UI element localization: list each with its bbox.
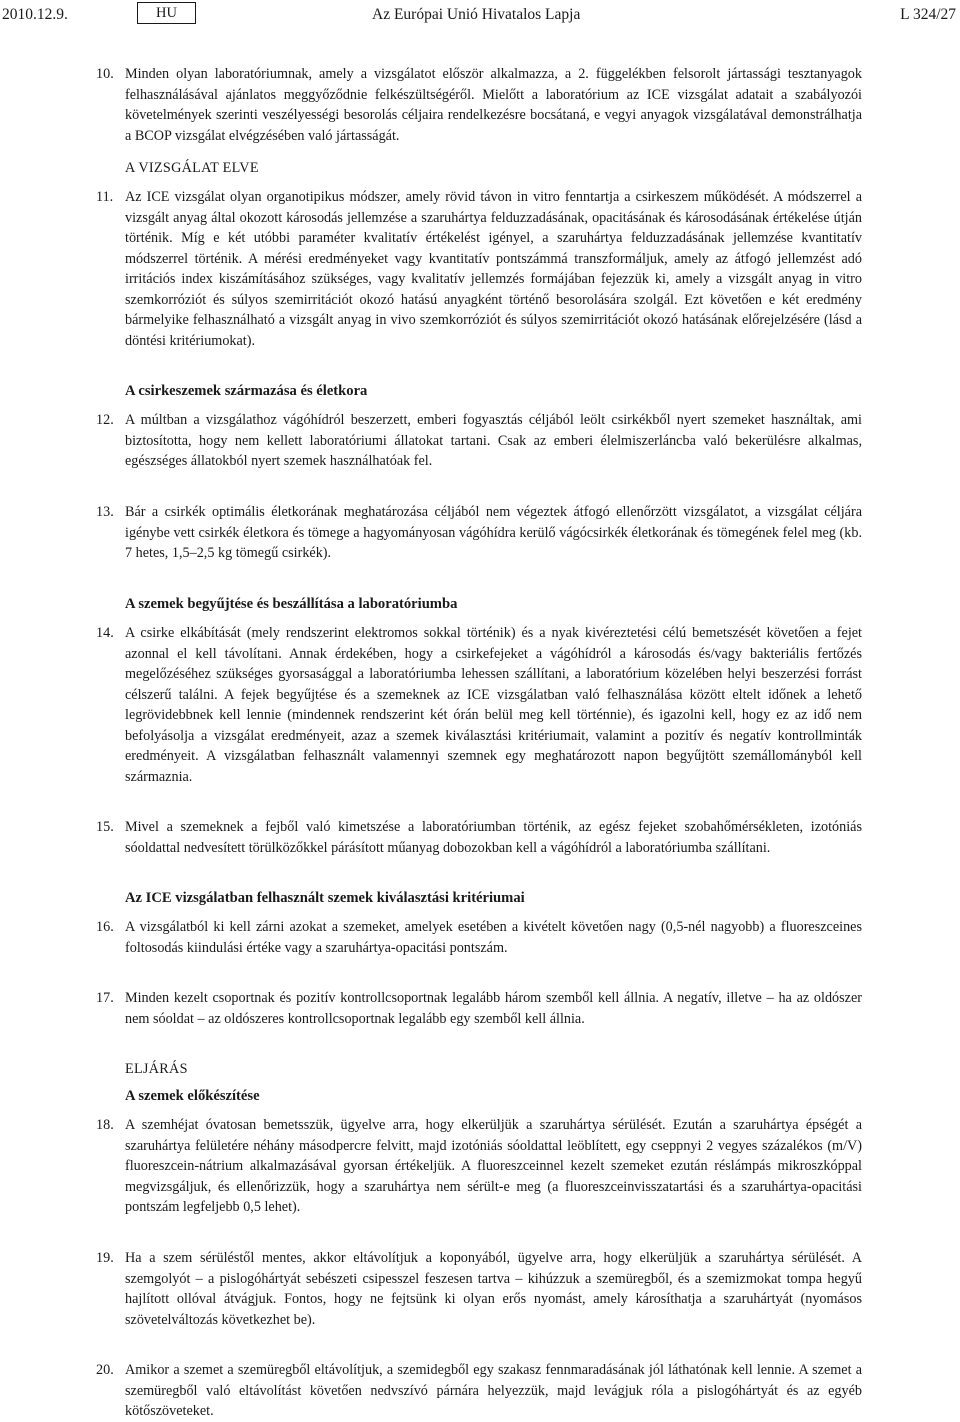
- paragraph-text: Minden kezelt csoportnak és pozitív kontrollcsoportnak legalább három szemből kell állnia. A negatív, illetve – ha az oldószer nem sóoldat – az oldószeres kontrollcsoportnak legalább egy szemből kell állnia.: [125, 990, 862, 1027]
- subheading-selection-criteria: Az ICE vizsgálatban felhasznált szemek kiválasztási kritériumai: [125, 890, 525, 906]
- paragraph-text: A csirke elkábítását (mely rendszerint elektromos sokkal történik) és a nyak kivéreztetési célú bemetszését követően a fejet azonnal el kell távolítani. Annak érdekében, hogy a csirkefejeket a vágóhídról a károsodás és/vagy bakteriális fertőzés megelőzéséhez szükséges gyorsasággal a laboratóriumba lehessen szállítani, a laboratórium közelében helyi beszerzési forrást célszerű találni. A fejek begyűjtése és a szemeknek az ICE vizsgálatban való felhasználása között eltelt időnek a lehető legrövidebbnek kell lennie (mindennek rendszerint két órán belül meg kell történnie), és igazolni kell, hogy ez az idő nem befolyásolja a vizsgálat eredményeit, azaz a szemek kiválasztási kritériumait, valamint a pozitív és negatív kontrollminták eredményeit. A vizsgálatban felhasznált valamennyi szemnek egy meghatározott napon begyűjtött szemállományból kell származnia.: [125, 625, 862, 785]
- page-reference: L 324/27: [900, 6, 956, 23]
- journal-title: Az Európai Unió Hivatalos Lapja: [372, 6, 581, 23]
- subheading-preparation: A szemek előkészítése: [125, 1088, 260, 1104]
- section-title-principle: A VIZSGÁLAT ELVE: [125, 160, 259, 176]
- paragraph-number: 18.: [96, 1117, 114, 1133]
- language-badge: HU: [137, 2, 196, 24]
- paragraph-text: Ha a szem sérüléstől mentes, akkor eltávolítjuk a koponyából, ügyelve arra, hogy elkerüljük a szaruhártya sérülését. A szemgolyót – a pislogóhártyát sebészeti csipesszel feszesen tartva – kihúzzuk a szemüregből, és a szemizmokat tompa hegyű hajlított ollóval átvágjuk. Fontos, hogy ne fejtsünk ki olyan erős nyomást, amely károsíthatja a szaruhártyát (nyomásos szövetelváltozás következhet be).: [125, 1250, 862, 1328]
- paragraph-number: 12.: [96, 412, 114, 428]
- paragraph-text: A vizsgálatból ki kell zárni azokat a szemeket, amelyek esetében a kivételt követően nagy (0,5-nél nagyobb) a fluoreszceines foltosodás kiindulási értéke vagy a szaruhártya-opacitási pontszám.: [125, 919, 862, 956]
- paragraph-number: 20.: [96, 1362, 114, 1378]
- paragraph-number: 13.: [96, 504, 114, 520]
- paragraph-text: A múltban a vizsgálathoz vágóhídról beszerzett, emberi fogyasztás céljából leölt csirkékből nyert szemeket használtak, ami biztosította, hogy nem kellett laboratóriumi állatokat tartani. Csak az emberi élelmiszerláncba való bekerülésre alkalmas, egészséges állatokból nyert szemek használhatóak fel.: [125, 412, 862, 469]
- subheading-origin-age: A csirkeszemek származása és életkora: [125, 383, 368, 399]
- paragraph-number: 17.: [96, 990, 114, 1006]
- paragraph-number: 11.: [96, 189, 114, 205]
- paragraph-text: Minden olyan laboratóriumnak, amely a vizsgálatot először alkalmazza, a 2. függelékben felsorolt jártassági tesztanyagok felhasználásával ajánlatos meggyőződnie felkészültségéről. Mielőtt a laboratórium az ICE vizsgálat adatait a szabályozói követelmények szerinti veszélyességi besorolás céljaira rendelkezésre bocsátaná, e vegyi anyagok vizsgálatával demonstrálhatja a BCOP vizsgálat elvégzésében való jártasságát.: [125, 66, 862, 144]
- paragraph-text: A szemhéjat óvatosan bemetsszük, ügyelve arra, hogy elkerüljük a szaruhártya sérülését. Ezután a szaruhártya épségét a szaruhártya felületére néhány másodpercre felvitt, majd izotóniás sóoldattal leöblített, egy cseppnyi 2 vegyes százalékos (m/V) fluoreszcein-nátrium alkalmazásával gyorsan értékeljük. A fluoreszceinnel kezelt szemeket ezután réslámpás mikroszkóppal megvizsgáljuk, és ellenőrizzük, hogy a szaruhártya nem sérült-e meg (a fluoreszceinvisszatartási és a szaruhártya-opacitási pontszám legfeljebb 0,5 lehet).: [125, 1117, 862, 1215]
- paragraph-number: 16.: [96, 919, 114, 935]
- paragraph-number: 10.: [96, 66, 114, 82]
- paragraph-text: Az ICE vizsgálat olyan organotipikus módszer, amely rövid távon in vitro fenntartja a csirkeszem működését. A módszerrel a vizsgált anyag által okozott károsodás jellemzése a szaruhártya felduzzadásának, opacitásának és károsodásának értékelése útján történik. Míg e két utóbbi paraméter kvalitatív értékelést igényel, a szaruhártya felduzzadásának jellemzése kvantitatív módszerrel történik. A mérési eredményeket vagy kvantitatív pontszámmá transzformáljuk, amely az átfogó jellemzést adó irritációs index kiszámításához szükséges, vagy kvalitatív jellemzés formájában fejezzük ki, amely a vizsgált anyag in vitro szemkorróziót és súlyos szemirritációt okozó hatású anyagként történő besorolására szolgál. Ezt követően e két eredmény bármelyike felhasználható a vizsgált anyag in vivo szemkorróziót és súlyos szemirritációt okozó hatásának előrejelzésére (lásd a döntési kritériumokat).: [125, 189, 862, 349]
- paragraph-text: Mivel a szemeknek a fejből való kimetszése a laboratóriumban történik, az egész fejeket szobahőmérsékleten, izotóniás sóoldattal nedvesített törülközőkkel párásított műanyag dobozokban kell a vágóhídról a laboratóriumba szállítani.: [125, 819, 862, 856]
- section-title-procedure: ELJÁRÁS: [125, 1061, 188, 1077]
- subheading-collection-transport: A szemek begyűjtése és beszállítása a laboratóriumba: [125, 596, 458, 612]
- paragraph-number: 14.: [96, 625, 114, 641]
- paragraph-number: 19.: [96, 1250, 114, 1266]
- publication-date: 2010.12.9.: [2, 6, 68, 23]
- paragraph-text: Amikor a szemet a szemüregből eltávolítjuk, a szemidegből egy szakasz fennmaradásának jól láthatónak kell lennie. A szemet a szemüregből való eltávolítást követően nedvszívó párnára helyezzük, majd levágjuk róla a pislogóhártyát és az egyéb kötőszöveteket.: [125, 1362, 862, 1419]
- page-header: [0, 2, 960, 28]
- paragraph-text: Bár a csirkék optimális életkorának meghatározása céljából nem végeztek átfogó ellenőrzött vizsgálatot, a vizsgálat céljára igénybe vett csirkék életkora és tömege a hagyományosan vágóhídra kerülő vágócsirkék életkorának és tömegének felel meg (kb. 7 hetes, 1,5–2,5 kg tömegű csirkék).: [125, 504, 862, 561]
- paragraph-number: 15.: [96, 819, 114, 835]
